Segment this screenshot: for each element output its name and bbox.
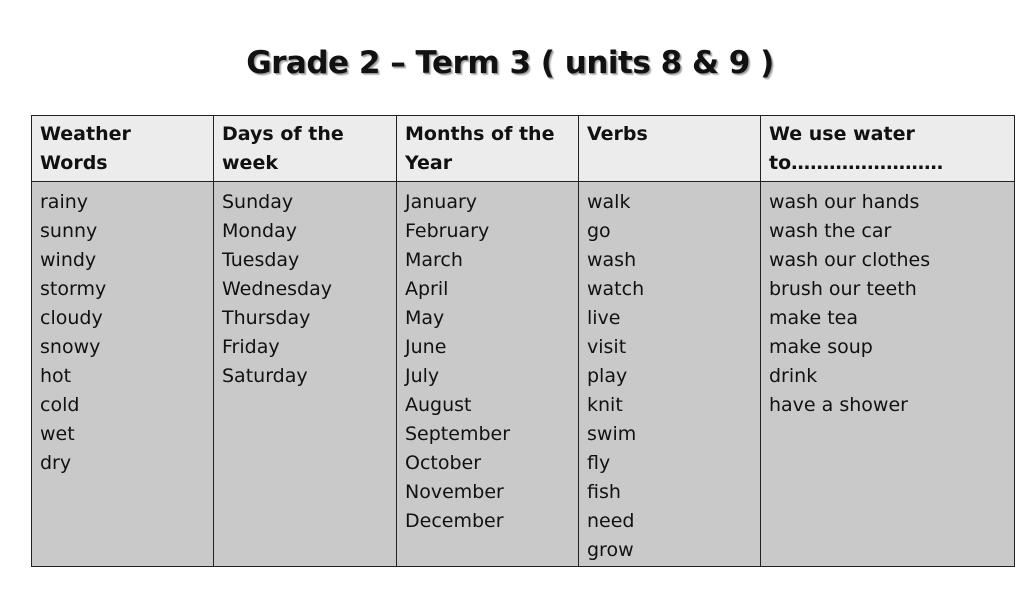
list-item: hot	[40, 365, 72, 387]
list-item: walk	[587, 191, 631, 213]
list-item: wet	[40, 423, 75, 445]
list-item: May	[405, 307, 445, 329]
weather-words-cell	[32, 182, 214, 567]
list-item: Tuesday	[222, 249, 300, 271]
list-item: grow	[587, 539, 634, 561]
list-item: snowy	[40, 336, 101, 358]
list-item: fly	[587, 452, 611, 474]
list-item: wash our clothes	[769, 249, 931, 271]
list-item: live	[587, 307, 621, 329]
list-item: watch	[587, 278, 645, 300]
list-item: February	[405, 220, 490, 242]
header-row	[32, 116, 1015, 182]
list-item: Monday	[222, 220, 298, 242]
list-item: dry	[40, 452, 72, 474]
list-item: make tea	[769, 307, 858, 329]
weather-words-list	[40, 188, 205, 478]
list-item: January	[405, 191, 478, 213]
list-item: visit	[587, 336, 627, 358]
list-item: cold	[40, 394, 80, 416]
verbs-cell	[579, 182, 761, 567]
page-title: Grade 2 – Term 3 ( units 8 & 9 )	[246, 44, 774, 81]
list-item: swim	[587, 423, 637, 445]
list-item: September	[405, 423, 511, 445]
list-item: March	[405, 249, 463, 271]
list-item: knit	[587, 394, 623, 416]
column-header-days-of-the-week: Days of the week	[214, 116, 397, 182]
word-list-row	[32, 182, 1015, 567]
list-item: stormy	[40, 278, 107, 300]
list-item: have a shower	[769, 394, 908, 416]
list-item: Thursday	[222, 307, 311, 329]
list-item: play	[587, 365, 628, 387]
list-item: drink	[769, 365, 818, 387]
list-item: April	[405, 278, 449, 300]
list-item: windy	[40, 249, 97, 271]
column-header-weather-words: Weather Words	[32, 116, 214, 182]
water-uses-cell	[761, 182, 1015, 567]
list-item: Friday	[222, 336, 280, 358]
list-item: rainy	[40, 191, 89, 213]
list-item: Saturday	[222, 365, 308, 387]
list-item: Wednesday	[222, 278, 333, 300]
list-item: July	[405, 365, 440, 387]
months-of-the-year-cell	[397, 182, 579, 567]
list-item: wash our hands	[769, 191, 920, 213]
list-item: December	[405, 510, 504, 532]
verbs-list	[587, 188, 752, 565]
column-header-verbs: Verbs	[579, 116, 761, 182]
list-item: November	[405, 481, 504, 503]
list-item: brush our teeth	[769, 278, 917, 300]
list-item: sunny	[40, 220, 98, 242]
list-item: cloudy	[40, 307, 103, 329]
list-item: June	[405, 336, 447, 358]
list-item: October	[405, 452, 482, 474]
list-item: need	[587, 510, 635, 532]
list-item: fish	[587, 481, 621, 503]
list-item: go	[587, 220, 611, 242]
water-uses-list	[769, 188, 1006, 420]
list-item: August	[405, 394, 472, 416]
column-header-we-use-water-to: We use water to……………………	[761, 116, 1015, 182]
list-item: Sunday	[222, 191, 294, 213]
days-of-the-week-cell	[214, 182, 397, 567]
list-item: wash	[587, 249, 637, 271]
column-header-months-of-the-year: Months of the Year	[397, 116, 579, 182]
days-of-the-week-list	[222, 188, 388, 391]
months-of-the-year-list	[405, 188, 570, 536]
list-item: wash the car	[769, 220, 892, 242]
vocabulary-table	[31, 115, 1015, 567]
list-item: make soup	[769, 336, 873, 358]
